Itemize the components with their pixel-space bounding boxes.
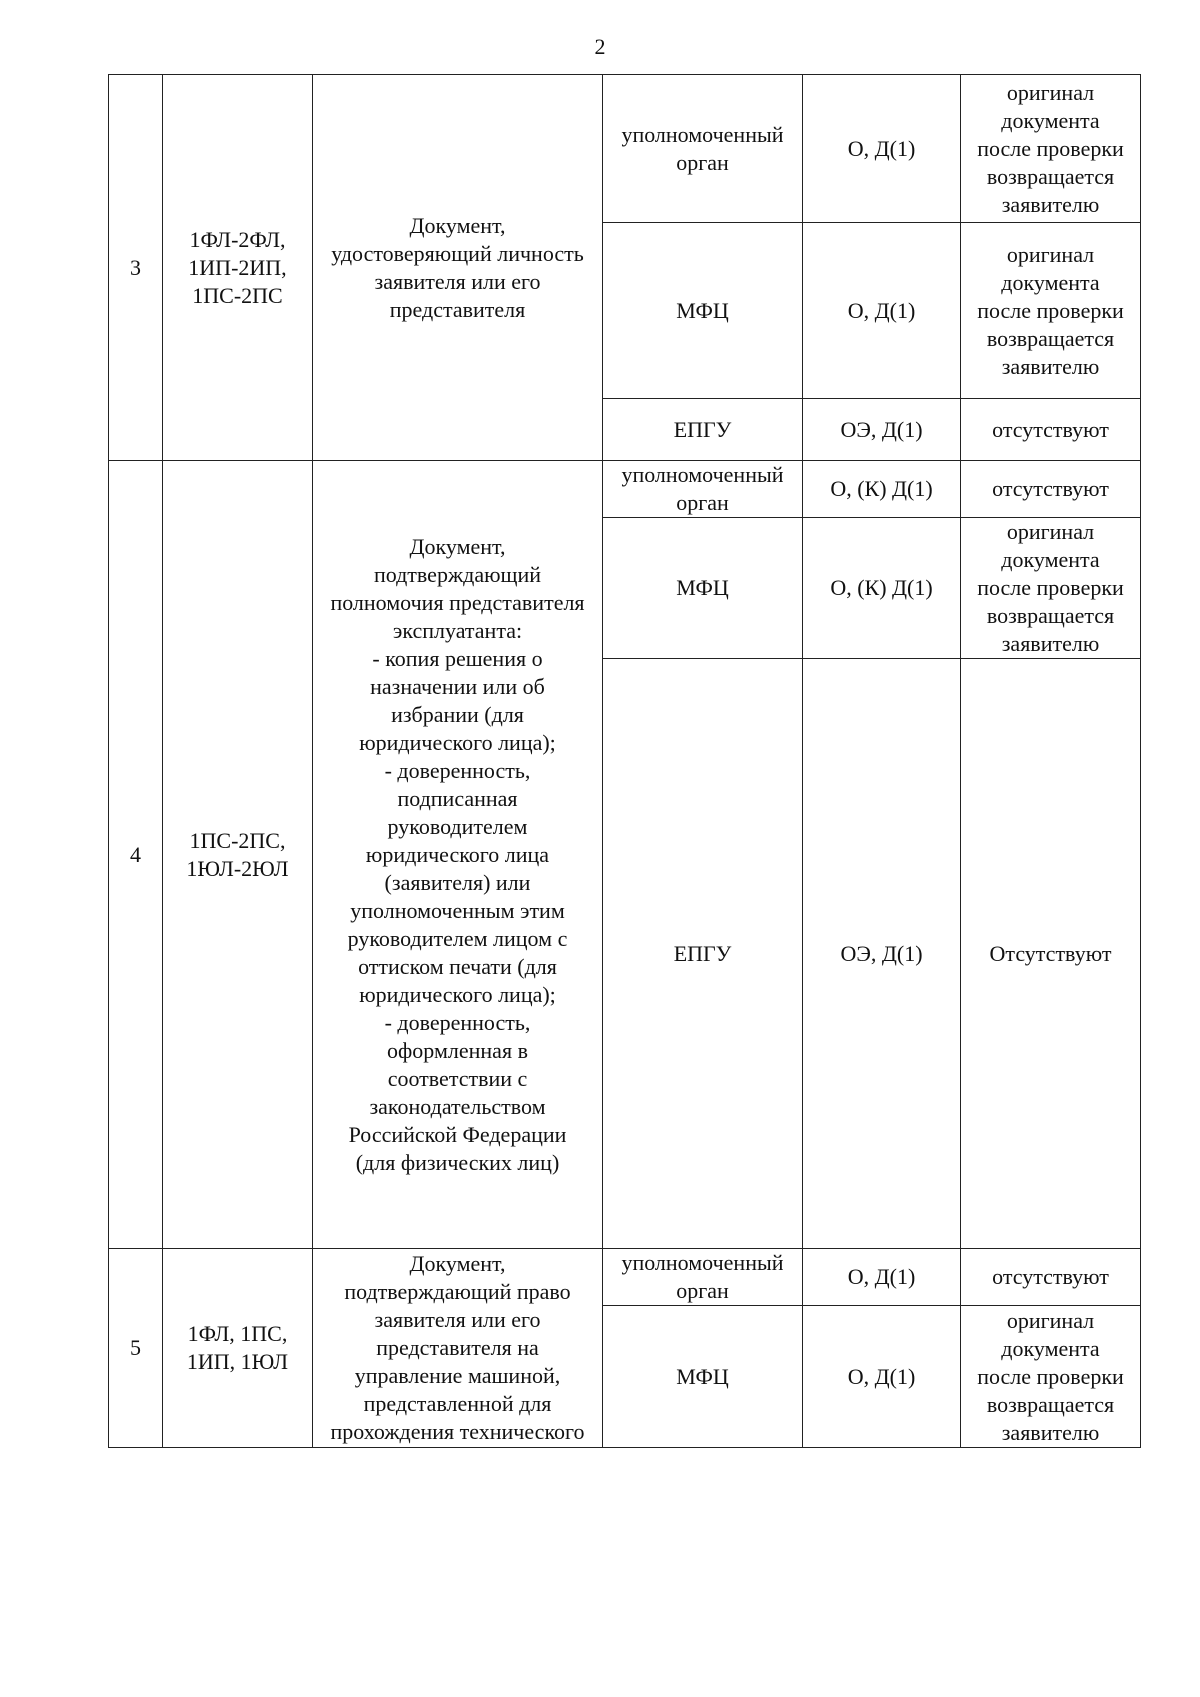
table-row — [109, 1249, 1141, 1306]
document-description: Документ, удостоверяющий личность заявителя или его представителя — [313, 75, 603, 461]
applicant-categories: 1ПС-2ПС, 1ЮЛ-2ЮЛ — [163, 461, 313, 1249]
document-note: оригинал документа после проверки возвращается заявителю — [961, 1306, 1141, 1448]
document-note: отсутствуют — [961, 461, 1141, 518]
document-form: О, Д(1) — [803, 75, 961, 223]
document-note: оригинал документа после проверки возвращается заявителю — [961, 75, 1141, 223]
document-note: отсутствуют — [961, 399, 1141, 461]
row-number: 3 — [109, 75, 163, 461]
document-description: Документ, подтверждающий полномочия представителя эксплуатанта: - копия решения о назначении или об избрании (для юридического лица); - доверенность, подписанная руководителем юридического лица (заявителя) или уполномоченным этим руководителем лицом с оттиском печати (для юридического лица); - доверенность, оформленная в соответствии с законодательством Российской Федерации (для физических лиц) — [313, 461, 603, 1249]
document-form: О, (К) Д(1) — [803, 461, 961, 518]
submission-place: МФЦ — [603, 1306, 803, 1448]
document-form: О, Д(1) — [803, 1249, 961, 1306]
table-row — [109, 75, 1141, 223]
applicant-categories: 1ФЛ, 1ПС, 1ИП, 1ЮЛ — [163, 1249, 313, 1448]
document-note: оригинал документа после проверки возвращается заявителю — [961, 518, 1141, 659]
document-form: О, Д(1) — [803, 223, 961, 399]
submission-place: уполномоченный орган — [603, 1249, 803, 1306]
submission-place: МФЦ — [603, 223, 803, 399]
document-note: отсутствуют — [961, 1249, 1141, 1306]
submission-place: уполномоченный орган — [603, 461, 803, 518]
document-note: Отсутствуют — [961, 659, 1141, 1249]
document-description: Документ, подтверждающий право заявителя или его представителя на управление машиной, представленной для прохождения технического — [313, 1249, 603, 1448]
table-row — [109, 461, 1141, 518]
applicant-categories: 1ФЛ-2ФЛ, 1ИП-2ИП, 1ПС-2ПС — [163, 75, 313, 461]
documents-table — [108, 74, 1141, 1448]
submission-place: ЕПГУ — [603, 659, 803, 1249]
page-number: 2 — [594, 34, 606, 59]
document-form: ОЭ, Д(1) — [803, 659, 961, 1249]
document-note: оригинал документа после проверки возвращается заявителю — [961, 223, 1141, 399]
document-form: О, Д(1) — [803, 1306, 961, 1448]
submission-place: МФЦ — [603, 518, 803, 659]
document-form: ОЭ, Д(1) — [803, 399, 961, 461]
row-number: 4 — [109, 461, 163, 1249]
row-number: 5 — [109, 1249, 163, 1448]
submission-place: ЕПГУ — [603, 399, 803, 461]
document-form: О, (К) Д(1) — [803, 518, 961, 659]
submission-place: уполномоченный орган — [603, 75, 803, 223]
